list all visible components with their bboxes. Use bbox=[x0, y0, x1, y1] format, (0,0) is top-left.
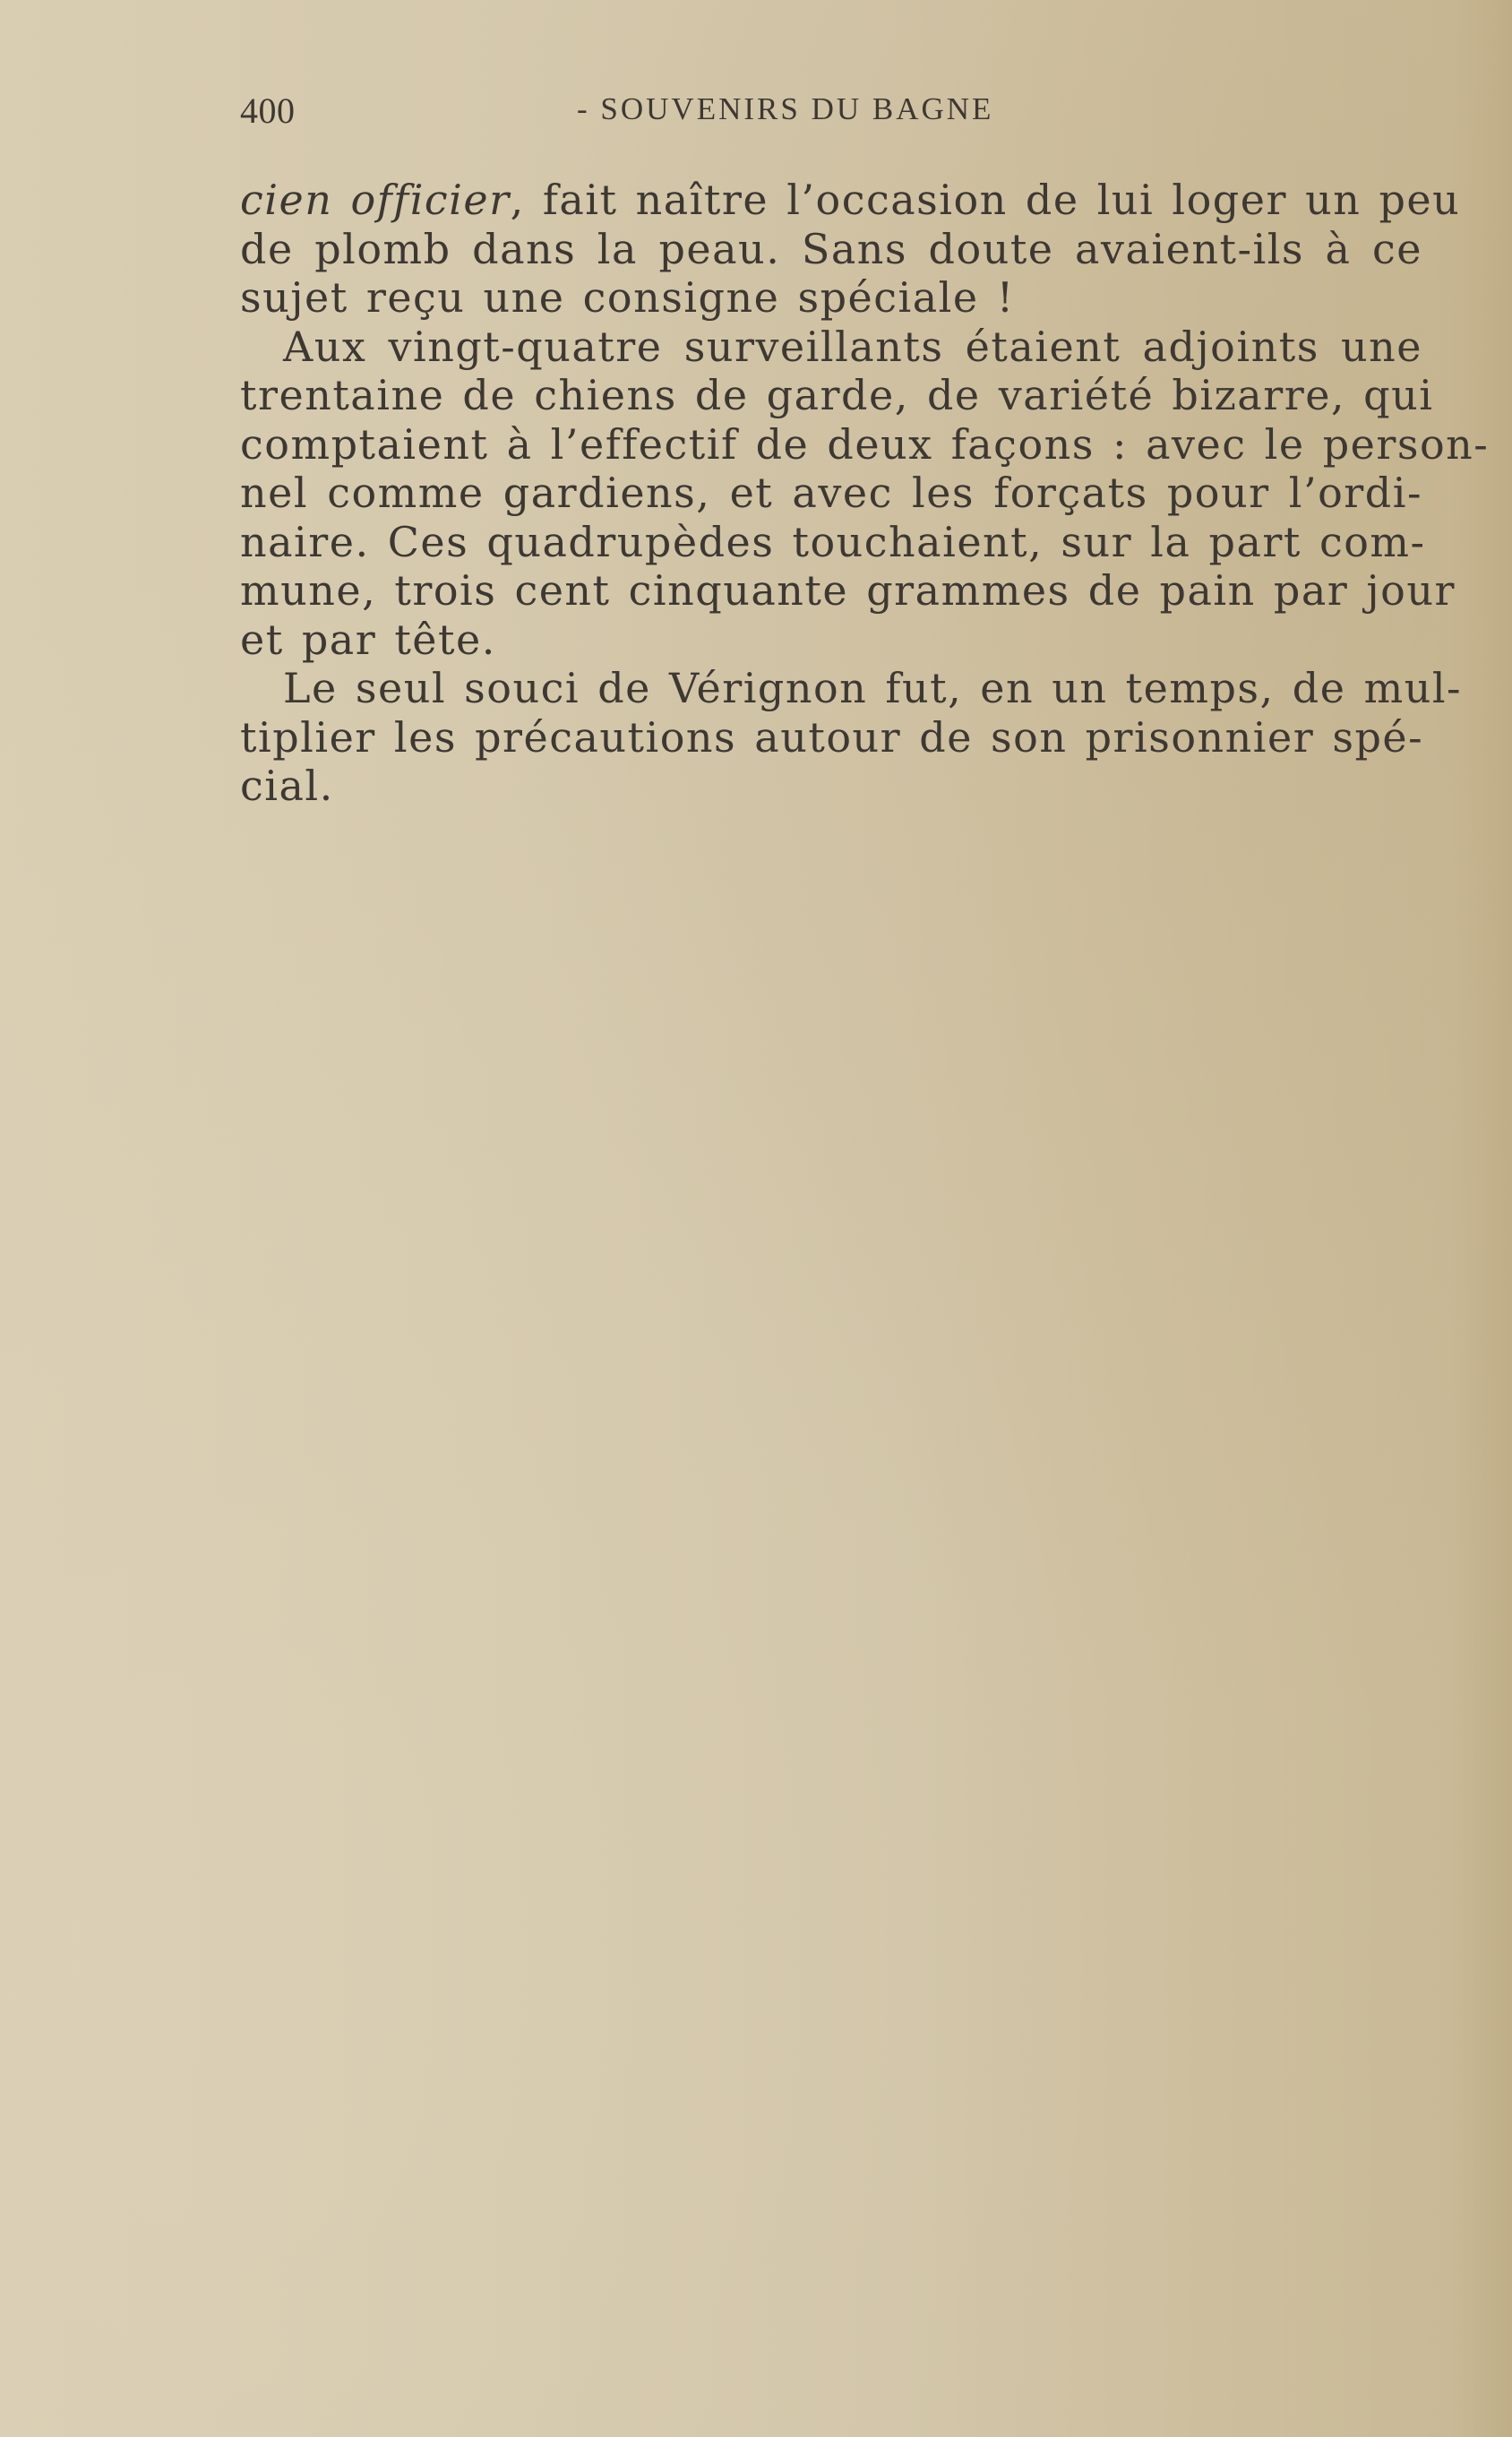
text-line: naire. Ces quadrupèdes touchaient, sur la part com- bbox=[240, 517, 1426, 566]
running-head bbox=[240, 90, 1422, 140]
text-line: mune, trois cent cinquante grammes de pain par jour bbox=[240, 566, 1456, 615]
paragraph-1 bbox=[240, 176, 1461, 323]
text-line bbox=[240, 176, 1461, 225]
text-line: cial. bbox=[240, 762, 334, 810]
paragraph-2 bbox=[240, 322, 1490, 665]
italic-phrase: cien officier bbox=[240, 176, 511, 224]
text-line: trentaine de chiens de garde, de variété bizarre, qui bbox=[240, 371, 1434, 419]
page-number: 400 bbox=[240, 90, 296, 131]
text-line: nel comme gardiens, et avec les forçats pour l’ordi- bbox=[240, 469, 1422, 517]
text-line: tiplier les précautions autour de son prisonnier spé- bbox=[240, 712, 1424, 762]
text-line: Le seul souci de Vérignon fut, en un temps, de mul- bbox=[283, 664, 1463, 712]
text-line: Aux vingt-quatre surveillants étaient adjoints une bbox=[283, 322, 1422, 371]
body-text bbox=[240, 176, 1490, 811]
text-line: de plomb dans la peau. Sans doute avaient-ils à ce bbox=[240, 224, 1422, 273]
text-line: et par tête. bbox=[240, 615, 496, 664]
text-line: comptaient à l’effectif de deux façons : avec le person- bbox=[240, 419, 1490, 469]
text-line: sujet reçu une consigne spéciale ! bbox=[240, 273, 1015, 322]
paragraph-3 bbox=[240, 664, 1463, 811]
running-title: - SOUVENIRS DU BAGNE bbox=[577, 91, 994, 126]
text-fragment: , fait naître l’occasion de lui loger un peu bbox=[510, 176, 1461, 224]
